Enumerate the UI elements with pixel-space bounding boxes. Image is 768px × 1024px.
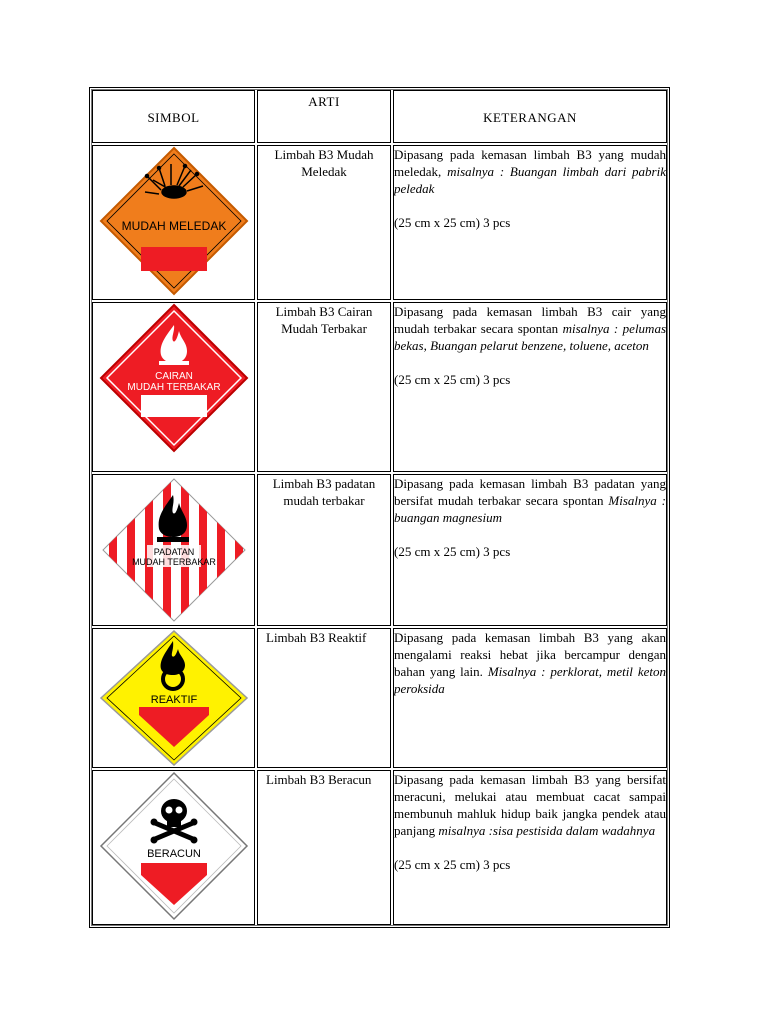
- example-text: Misalnya : buangan magnesium: [394, 493, 666, 525]
- keterangan-cell: [393, 770, 667, 925]
- sign-label-top: PADATAN: [153, 547, 194, 557]
- table-row: [92, 628, 667, 768]
- example-text: misalnya : pelumas bekas, Buangan pelarut benzene, toluene, aceton: [394, 321, 667, 353]
- waste-symbol-table: [89, 87, 670, 928]
- arti-text: Limbah B3 padatan mudah terbakar: [272, 476, 376, 508]
- example-text: misalnya :sisa pestisida dalam wadahnya: [438, 823, 656, 838]
- arti-cell: [257, 145, 391, 300]
- sign-label-bottom: MUDAH TERBAKAR: [126, 382, 221, 393]
- keterangan-cell: [393, 628, 667, 768]
- size-text: (25 cm x 25 cm) 3 pcs: [394, 857, 511, 872]
- description-text: Dipasang pada kemasan limbah B3 yang mudah meledak,: [394, 147, 666, 179]
- arti-cell: [257, 302, 391, 472]
- keterangan-cell: [393, 302, 667, 472]
- header-arti-label: ARTI: [308, 94, 340, 109]
- flammable-solid-sign: [99, 475, 249, 625]
- symbol-cell: [92, 145, 255, 300]
- sign-white-panel: [141, 395, 207, 417]
- description-text: Dipasang pada kemasan limbah B3 padatan yang bersifat mudah terbakar secara spontan: [394, 476, 666, 508]
- arti-text: Limbah B3 Cairan Mudah Terbakar: [275, 304, 373, 336]
- description-text: Dipasang pada kemasan limbah B3 cair yang mudah terbakar secara spontan: [394, 304, 666, 336]
- arti-cell: [257, 474, 391, 626]
- size-text: (25 cm x 25 cm) 3 pcs: [394, 544, 511, 559]
- size-text: (25 cm x 25 cm) 3 pcs: [394, 215, 511, 230]
- arti-cell: [257, 628, 391, 768]
- header-simbol: [92, 90, 255, 143]
- toxic-hazard-sign: [99, 771, 249, 921]
- description-text: Dipasang pada kemasan limbah B3 yang bersifat meracuni, melukai atau membuat cacat sampai membunuh mahluk hidup baik jangka pendek atau panjang: [394, 772, 666, 838]
- sign-label: BERACUN: [146, 848, 201, 860]
- header-keterangan: [393, 90, 667, 143]
- example-text: misalnya : Buangan limbah dari pabrik peledak: [394, 164, 666, 196]
- example-text: Misalnya : perklorat, metil keton peroksida: [394, 664, 666, 696]
- sign-label-top: CAIRAN: [154, 371, 193, 382]
- flammable-liquid-sign: [99, 303, 249, 453]
- symbol-cell: [92, 302, 255, 472]
- header-keterangan-label: KETERANGAN: [483, 110, 577, 125]
- table-row: [92, 474, 667, 626]
- symbol-cell: [92, 474, 255, 626]
- sign-label-bottom: MUDAH TERBAKAR: [131, 557, 216, 567]
- arti-text: Limbah B3 Beracun: [266, 772, 372, 787]
- arti-text: Limbah B3 Mudah Meledak: [274, 147, 374, 179]
- table-row: [92, 302, 667, 472]
- reactive-hazard-sign: [99, 629, 249, 767]
- sign-label: MUDAH MELEDAK: [121, 219, 226, 233]
- sign-red-panel: [141, 247, 207, 271]
- keterangan-cell: [393, 145, 667, 300]
- arti-text: Limbah B3 Reaktif: [266, 630, 367, 645]
- size-text: (25 cm x 25 cm) 3 pcs: [394, 372, 511, 387]
- symbol-cell: [92, 770, 255, 925]
- table-row: [92, 770, 667, 925]
- keterangan-cell: [393, 474, 667, 626]
- sign-label: REAKTIF: [150, 694, 197, 706]
- table-header-row: [92, 90, 667, 143]
- symbol-cell: [92, 628, 255, 768]
- table-row: [92, 145, 667, 300]
- header-simbol-label: SIMBOL: [147, 110, 200, 125]
- explosive-hazard-sign: [99, 146, 249, 296]
- header-arti: [257, 90, 391, 143]
- arti-cell: [257, 770, 391, 925]
- description-text: Dipasang pada kemasan limbah B3 yang akan mengalami reaksi hebat jika bercampur dengan bahan yang lain.: [394, 630, 666, 679]
